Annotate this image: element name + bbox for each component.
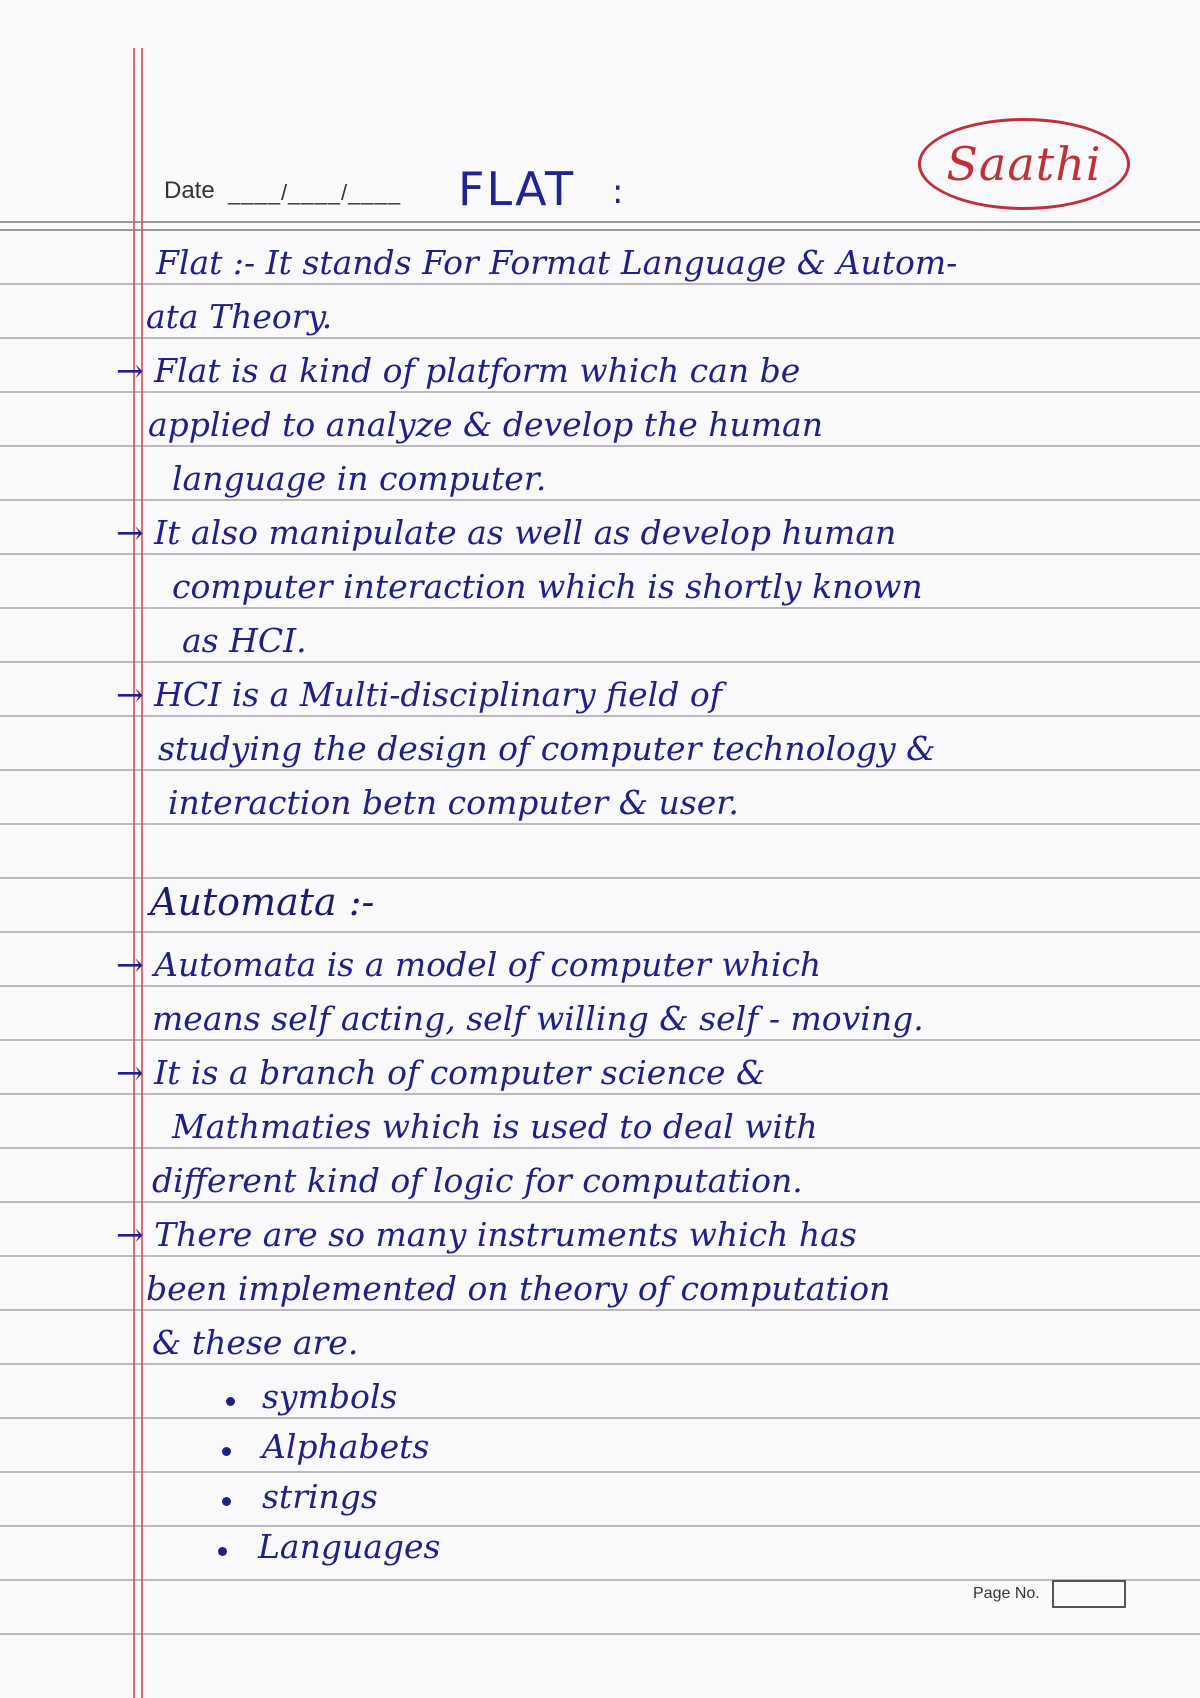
- automata-line: → It is a branch of computer science &: [116, 1053, 766, 1092]
- page-number-label: Page No.: [973, 1585, 1040, 1602]
- note-line: interaction betn computer & user.: [168, 783, 739, 822]
- note-line: Flat :- It stands For Format Language & Autom-: [156, 243, 958, 282]
- note-line: studying the design of computer technology &: [158, 729, 936, 768]
- automata-line: → There are so many instruments which has: [116, 1215, 857, 1254]
- note-line: ata Theory.: [146, 297, 333, 336]
- bullet-icon: [218, 1547, 227, 1556]
- note-line: → HCI is a Multi-disciplinary field of: [116, 675, 722, 714]
- list-item: strings: [262, 1477, 378, 1516]
- note-line: → Flat is a kind of platform which can be: [116, 351, 801, 390]
- page-number-box: [1052, 1580, 1126, 1608]
- bullet-icon: [222, 1497, 231, 1506]
- list-item: Alphabets: [262, 1427, 430, 1466]
- note-line: as HCI.: [182, 621, 307, 660]
- brand-logo: [918, 118, 1130, 210]
- automata-line: → Automata is a model of computer which: [116, 945, 822, 984]
- page-title-suffix: :: [612, 172, 624, 212]
- note-line: → It also manipulate as well as develop human: [116, 513, 897, 552]
- automata-heading: Automata :-: [150, 880, 375, 924]
- automata-line: means self acting, self willing & self - moving.: [152, 999, 924, 1038]
- automata-line: Mathmaties which is used to deal with: [172, 1107, 818, 1146]
- page-title: FLAT: [458, 162, 576, 216]
- automata-line: different kind of logic for computation.: [152, 1161, 803, 1200]
- note-line: language in computer.: [172, 459, 547, 498]
- brand-logo-text: Saathi: [946, 137, 1102, 191]
- automata-line: been implemented on theory of computation: [146, 1269, 891, 1308]
- bullet-icon: [226, 1397, 235, 1406]
- bullet-icon: [222, 1447, 231, 1456]
- date-label: Date: [164, 177, 215, 204]
- date-blanks: ____/____/____: [228, 180, 402, 205]
- automata-line: & these are.: [152, 1323, 359, 1362]
- list-item: Languages: [258, 1527, 441, 1566]
- note-line: computer interaction which is shortly known: [172, 567, 923, 606]
- list-item: symbols: [262, 1377, 398, 1416]
- note-line: applied to analyze & develop the human: [148, 405, 823, 444]
